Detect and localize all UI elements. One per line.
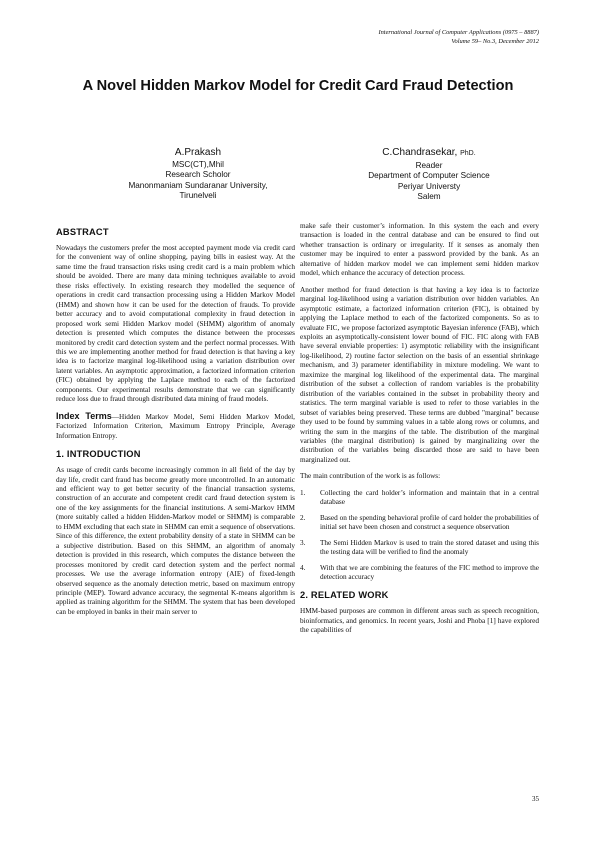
related-work-text: HMM-based purposes are common in different areas such as speech recognition, bioinformatics, and genomics. In recent years, Joshi and Phoba [1] have explored the capabilities of (300, 607, 539, 635)
author-affiliation: Manonmaniam Sundaranar University, (128, 180, 268, 190)
page-number: 35 (532, 795, 539, 803)
list-text: With that we are combining the features of the FIC method to improve the detection accuracy (320, 563, 539, 581)
list-text: Based on the spending behavioral profile of card holder the probabilities of initial set have been chosen and construct a sequence observation (320, 513, 539, 532)
index-terms-label: Index Terms (56, 410, 112, 421)
index-terms (56, 412, 295, 441)
journal-header: International Journal of Computer Applications (0975 – 8887) (378, 29, 539, 36)
author-role: Research Scholor (165, 170, 231, 180)
volume-header: Volume 59– No.3, December 2012 (451, 38, 539, 45)
list-text: The Semi Hidden Markov is used to train the stored dataset and using this the testing data will be verified to find the anomaly (320, 538, 539, 557)
paper-title: A Novel Hidden Markov Model for Credit Card Fraud Detection (82, 78, 514, 94)
author-block-2 (309, 146, 549, 203)
paragraph: make safe their customer’s information. In this system the each and every transaction is loaded in the central database and can be ensured to find out whether transaction is ordinary or irregularity. If it senses as anomaly then customer may be inquired to enter a password provided by the bank. As an alternative of hidden markov model we can implement semi hidden markov model, which enhance the accuracy of detection process. (300, 222, 539, 278)
list-number: 1. (300, 488, 306, 497)
author-name: A.Prakash (174, 147, 222, 158)
right-column (300, 222, 539, 643)
list-item (300, 539, 539, 558)
list-item (300, 564, 539, 583)
author-name-line (309, 146, 549, 160)
author-name: C.Chandrasekar, (382, 147, 461, 158)
list-item (300, 514, 539, 533)
introduction-text: As usage of credit cards become increasingly common in all field of the day by day life, credit card fraud has become greatly more uncontrolled. In an automatic and efficient way to get better security of the financial transaction systems, construction of an accurate and competent credit card fraud detection system is one of the key assignments for the financial institutions. A semi-Markov HMM (more suitably called a hidden Hidden-Markov model or SHMM) is comparable to HMM excluding that each state in SHMM can emit a sequence of observations. Since of this difference, the extent probability density of a state in SHMM can be a subjective distribution. Based on this SHMM, an algorithm of anomaly detection is provided in this research, which computes the distance between the processes monitored by credit card detection system and the perfect normal processes. We use the average information entropy (AIE) of fixed-length observed sequence as the anomaly detection metric, based on maximum entropy principle (MEP). Toward advance accuracy, the segmental K-means algorithm is applied as training algorithm for the SHMM. The system that has been developed can be employed in banks in their main server to (56, 466, 295, 616)
author-department: Department of Computer Science (368, 171, 490, 181)
list-number: 2. (300, 513, 306, 522)
list-item (300, 489, 539, 508)
abstract-heading: ABSTRACT (56, 227, 109, 237)
paragraph: The main contribution of the work is as follows: (300, 472, 441, 481)
abstract-text: Nowadays the customers prefer the most accepted payment mode via credit card for the convenient way of online shopping, paying bills in easiest way. At the same time the fraud transaction risks using credit card is a main problem which should be avoided. There are many data mining techniques available to avoid these risks effectively. In existing research they modelled the sequence of operations in credit card transaction processing using a Hidden Markov Model (HMM) and shown how it can be used for the detection of frauds. To provide better accuracy and to avoid computational complexity in fraud detection in proposed work semi Hidden Markov model (SHMM) algorithm of anomaly detection is presented which computes the distance between the processes monitored by credit card detection system and the perfect normal processes. With this we are implementing another method for fraud detection is that having a key idea is to factorize marginal log-likelihood using a variation distribution over latent variables. An asymptotic approximation, a factorized information criterion (FIC) obtained by applying the Laplace method to each of the factorized components. Our experimental results demonstrate that we can significantly reduce loss due to fraud through distributed data mining of fraud models. (56, 244, 295, 404)
list-text: Collecting the card holder’s information and maintain that in a central database (320, 488, 539, 507)
author-block-1 (78, 146, 318, 202)
author-location: Salem (417, 192, 441, 202)
related-work-heading: 2. RELATED WORK (300, 590, 389, 601)
author-affiliation: Periyar Universty (397, 181, 461, 191)
contribution-list (300, 489, 539, 583)
paragraph: Another method for fraud detection is that having a key idea is to factorize marginal log-likelihood using a variation distribution over hidden variables. An asymptotic estimate, a factorized information criterion (FIC), is obtained by applying the Laplace method to each of the factorized components. So as to evaluate FIC, we propose factorized asymptotic Bayesian inference (FAB), which exploits an asymptotically-consistent lower bound of FIC. FIC along with FAB have several enviable properties: 1) asymptotic reliability with the insignificant log-likelihood, 2) routine factor selection on the basis of an essential shrinkage mechanism, and 3) parameter identifiability in mixture modeling. We want to maximize the marginal log likelihood of the experimental data. The marginal distribution of the subset a collection of random variables is the probability distribution of the variables contained in the subset in probability theory and statistics. The term marginal variable is used to refer to those variables in the subset of variables being preserved. These terms are dubbed "marginal" because they used to be found by summing values in a table along rows or columns, and writing the sum in the margins of the table. The distribution of the marginal variables (the marginal distribution) is gained by marginalizing over the distribution of the variables being discarded those are said to have been marginalized out. (300, 285, 539, 464)
author-location: Tirunelveli (179, 191, 217, 201)
list-number: 3. (300, 538, 306, 547)
introduction-heading: 1. INTRODUCTION (56, 449, 141, 460)
author-role: Reader (415, 161, 443, 170)
index-terms-text: —Hidden Markov Model, Semi Hidden Markov Model, Factorized Information Criterion, Maximum Entropy Principle, Average Information Entropy. (56, 412, 295, 440)
left-column (56, 226, 295, 624)
list-number: 4. (300, 563, 306, 572)
author-degree-suffix: PhD. (460, 150, 476, 157)
author-degree: MSC(CT),Mhil (172, 160, 224, 169)
